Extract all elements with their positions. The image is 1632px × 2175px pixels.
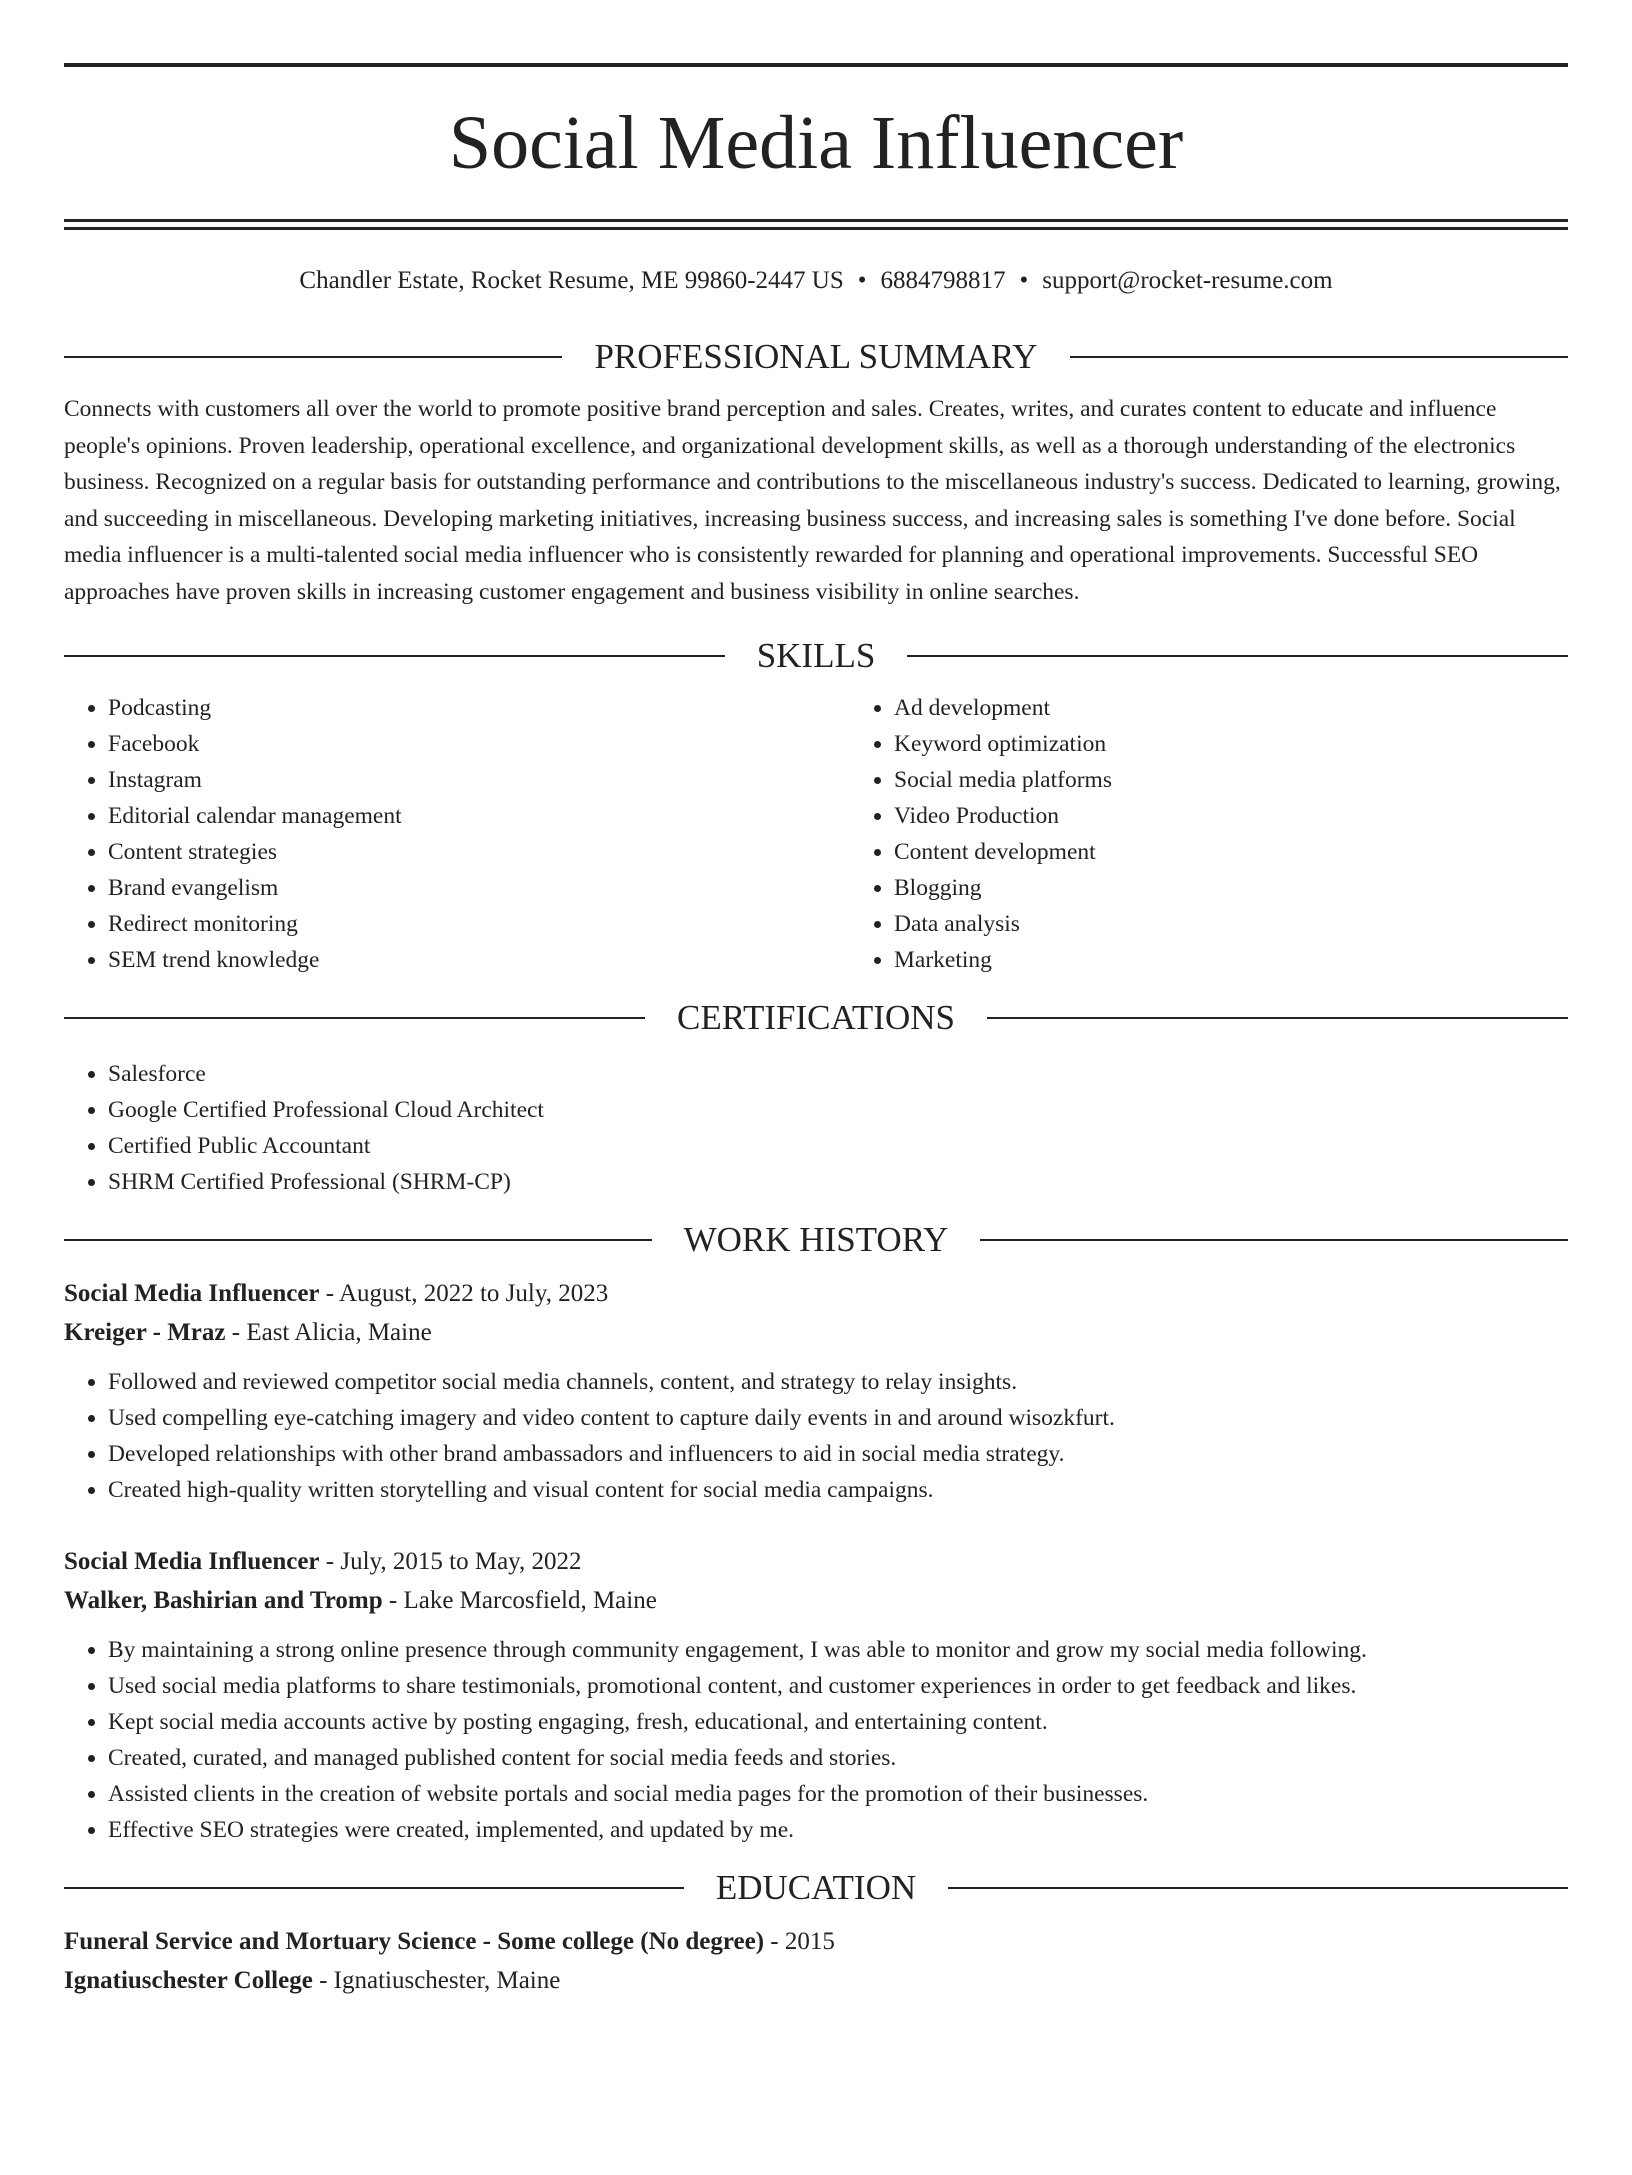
job-bullet: • Created, curated, and managed published content for social media feeds and stories. (108, 1740, 1568, 1776)
contact-address: Chandler Estate, Rocket Resume, ME 99860-2447 US (299, 267, 844, 294)
skills-list-right (850, 690, 1112, 978)
skill-item: • Social media platforms (894, 762, 1112, 798)
job-bullets (64, 1364, 1568, 1508)
contact-phone: 6884798817 (880, 267, 1006, 294)
education-location: - Ignatiuschester, Maine (312, 1967, 561, 1994)
section-title: EDUCATION (715, 1868, 917, 1907)
skill-item: • Editorial calendar management (108, 798, 850, 834)
section-title: SKILLS (756, 636, 876, 675)
job-company-line (64, 1313, 1568, 1352)
job-bullet: • Used social media platforms to share testimonials, promotional content, and customer experiences in order to get feedback and likes. (108, 1668, 1568, 1704)
section-title: PROFESSIONAL SUMMARY (594, 337, 1038, 376)
heading-rule (980, 1239, 1568, 1241)
job-entry (64, 1542, 1568, 1848)
job-location: - Lake Marcosfield, Maine (382, 1587, 657, 1614)
job-bullet: • Developed relationships with other brand ambassadors and influencers to aid in social media strategy. (108, 1436, 1568, 1472)
certification-item: • Google Certified Professional Cloud Architect (108, 1092, 1568, 1128)
education-school-line (64, 1961, 1568, 2000)
job-bullet: • Kept social media accounts active by posting engaging, fresh, educational, and entertaining content. (108, 1704, 1568, 1740)
skill-item: • Brand evangelism (108, 870, 850, 906)
heading-rule (987, 1017, 1568, 1019)
section-heading-summary (64, 335, 1568, 379)
job-company: Walker, Bashirian and Tromp (64, 1587, 383, 1614)
section-title: WORK HISTORY (683, 1220, 949, 1259)
job-bullet: • By maintaining a strong online presence through community engagement, I was able to monitor and grow my social media following. (108, 1632, 1568, 1668)
job-entry (64, 1274, 1568, 1508)
summary-text: Connects with customers all over the world to promote positive brand perception and sales. Creates, writes, and curates content to educate and influence people's opinions. Proven leadership, operational excellence, and organizational development skills, as well as a thorough understanding of the electronics business. Recognized on a regular basis for outstanding performance and contributions to the miscellaneous industry's success. Dedicated to learning, growing, and succeeding in miscellaneous. Developing marketing initiatives, increasing business success, and increasing sales is something I've done before. Social media influencer is a multi-talented social media influencer who is consistently rewarded for planning and operational improvements. Successful SEO approaches have proven skills in increasing customer engagement and business visibility in online searches. (64, 396, 1561, 605)
heading-rule (1070, 356, 1568, 358)
skill-item: • Instagram (108, 762, 850, 798)
skill-item: • Content strategies (108, 834, 850, 870)
job-title-line (64, 1542, 1568, 1581)
section-heading-certifications (64, 996, 1568, 1040)
resume-page (0, 63, 1632, 2175)
contact-separator: • (857, 267, 867, 294)
skill-item: • Redirect monitoring (108, 906, 850, 942)
skill-item: • Content development (894, 834, 1112, 870)
double-rule (64, 219, 1568, 230)
heading-rule (64, 1017, 645, 1019)
section-heading-education (64, 1866, 1568, 1910)
job-title-line (64, 1274, 1568, 1313)
job-bullet: • Used compelling eye-catching imagery and video content to capture daily events in and around wisozkfurt. (108, 1400, 1568, 1436)
section-title: CERTIFICATIONS (677, 998, 955, 1037)
education-entry (64, 1922, 1568, 2000)
heading-rule (948, 1887, 1568, 1889)
skill-item: • Data analysis (894, 906, 1112, 942)
skills-list-left (64, 690, 850, 978)
skill-item: • SEM trend knowledge (108, 942, 850, 978)
education-degree: Funeral Service and Mortuary Science - Some college (No degree) (64, 1928, 765, 1955)
certifications-list (64, 1056, 1568, 1200)
section-heading-skills (64, 634, 1568, 678)
job-bullet: • Assisted clients in the creation of website portals and social media pages for the promotion of their businesses. (108, 1776, 1568, 1812)
job-company: Kreiger - Mraz (64, 1319, 226, 1346)
job-bullet: • Effective SEO strategies were created, implemented, and updated by me. (108, 1812, 1568, 1848)
section-heading-work (64, 1218, 1568, 1262)
job-company-line (64, 1581, 1568, 1620)
skill-item: • Podcasting (108, 690, 850, 726)
education-year: - 2015 (764, 1928, 835, 1955)
job-title: Social Media Influencer (64, 1280, 320, 1307)
heading-rule (64, 1887, 684, 1889)
job-bullet: • Created high-quality written storytelling and visual content for social media campaigns. (108, 1472, 1568, 1508)
job-bullets (64, 1632, 1568, 1848)
job-bullet: • Followed and reviewed competitor social media channels, content, and strategy to relay insights. (108, 1364, 1568, 1400)
resume-title: Social Media Influencer (448, 101, 1184, 185)
heading-rule (64, 1239, 652, 1241)
skills-columns (64, 690, 1568, 978)
skill-item: • Blogging (894, 870, 1112, 906)
skill-item: • Marketing (894, 942, 1112, 978)
job-dates: - August, 2022 to July, 2023 (319, 1280, 609, 1307)
certification-item: • Certified Public Accountant (108, 1128, 1568, 1164)
skill-item: • Facebook (108, 726, 850, 762)
heading-rule (907, 655, 1568, 657)
top-rule (64, 63, 1568, 67)
contact-email: support@rocket-resume.com (1042, 267, 1333, 294)
job-title: Social Media Influencer (64, 1548, 320, 1575)
job-dates: - July, 2015 to May, 2022 (319, 1548, 582, 1575)
certification-item: • SHRM Certified Professional (SHRM-CP) (108, 1164, 1568, 1200)
contact-line (64, 263, 1568, 299)
education-degree-line (64, 1922, 1568, 1961)
heading-rule (64, 655, 725, 657)
contact-separator: • (1019, 267, 1029, 294)
heading-rule (64, 356, 562, 358)
skill-item: • Video Production (894, 798, 1112, 834)
skill-item: • Keyword optimization (894, 726, 1112, 762)
skill-item: • Ad development (894, 690, 1112, 726)
education-school: Ignatiuschester College (64, 1967, 313, 1994)
certification-item: • Salesforce (108, 1056, 1568, 1092)
job-location: - East Alicia, Maine (225, 1319, 432, 1346)
